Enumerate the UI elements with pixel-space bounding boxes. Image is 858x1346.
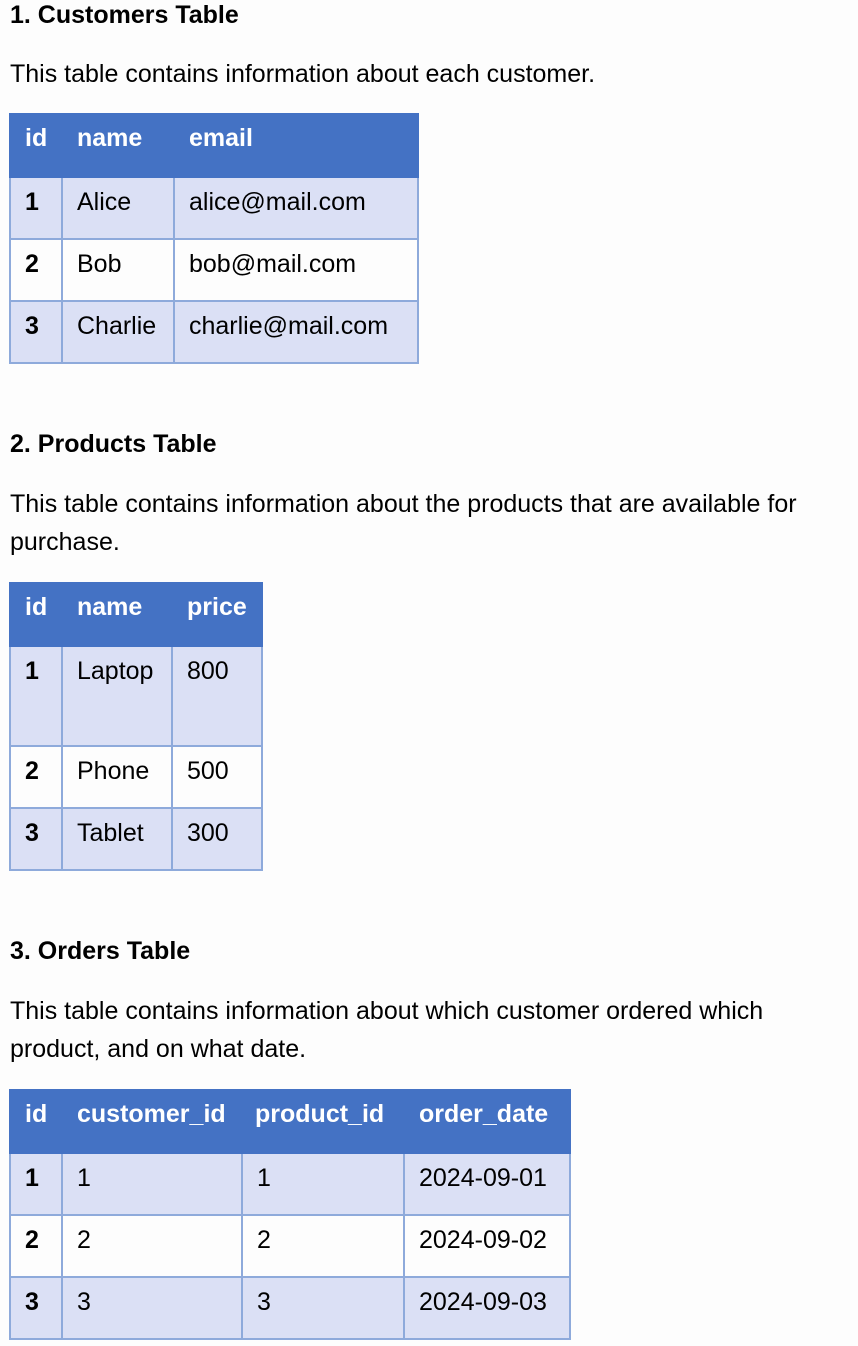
- table-row: [10, 808, 262, 870]
- column-header: product_id: [242, 1090, 404, 1153]
- column-header: id: [10, 583, 62, 646]
- table-cell: 2024-09-01: [404, 1153, 570, 1215]
- products-section-description-line2: purchase.: [10, 528, 120, 556]
- table-cell: 3: [10, 808, 62, 870]
- products-section-title: 2. Products Table: [10, 430, 217, 458]
- table-cell: Phone: [62, 746, 172, 808]
- table-cell: bob@mail.com: [174, 239, 418, 301]
- table-row: [10, 1277, 570, 1339]
- table-cell: Bob: [62, 239, 174, 301]
- column-header: price: [172, 583, 262, 646]
- table-cell: 2: [62, 1215, 242, 1277]
- table-cell: 1: [242, 1153, 404, 1215]
- table-cell: 3: [10, 301, 62, 363]
- table-cell: 2024-09-03: [404, 1277, 570, 1339]
- orders-section-title: 3. Orders Table: [10, 937, 191, 965]
- customers-section-title: 1. Customers Table: [10, 1, 239, 29]
- column-header: name: [62, 114, 174, 177]
- table-cell: alice@mail.com: [174, 177, 418, 239]
- table-cell: 3: [242, 1277, 404, 1339]
- customers-section-description: This table contains information about each customer.: [10, 60, 596, 88]
- table-cell: Charlie: [62, 301, 174, 363]
- table-row: [10, 177, 418, 239]
- table-cell: Alice: [62, 177, 174, 239]
- column-header: id: [10, 1090, 62, 1153]
- table-cell: 1: [10, 1153, 62, 1215]
- table-cell: 2: [242, 1215, 404, 1277]
- column-header: order_date: [404, 1090, 570, 1153]
- table-cell: 2: [10, 239, 62, 301]
- table-cell: 2: [10, 1215, 62, 1277]
- table-cell: 1: [10, 646, 62, 746]
- table-cell: 3: [10, 1277, 62, 1339]
- column-header: id: [10, 114, 62, 177]
- orders-table: [9, 1089, 571, 1340]
- table-cell: 2024-09-02: [404, 1215, 570, 1277]
- products-table: [9, 582, 263, 871]
- table-cell: 3: [62, 1277, 242, 1339]
- orders-section-description-line2: product, and on what date.: [10, 1035, 307, 1063]
- table-cell: 500: [172, 746, 262, 808]
- table-row: [10, 646, 262, 746]
- column-header: name: [62, 583, 172, 646]
- table-cell: 800: [172, 646, 262, 746]
- table-cell: 1: [62, 1153, 242, 1215]
- table-cell: charlie@mail.com: [174, 301, 418, 363]
- customers-table: [9, 113, 419, 364]
- table-row: [10, 301, 418, 363]
- orders-section-description-line1: This table contains information about which customer ordered which: [10, 997, 764, 1025]
- table-cell: 1: [10, 177, 62, 239]
- table-cell: 300: [172, 808, 262, 870]
- table-row: [10, 1153, 570, 1215]
- table-row: [10, 239, 418, 301]
- table-cell: 2: [10, 746, 62, 808]
- table-header-row: [10, 1090, 570, 1153]
- table-header-row: [10, 114, 418, 177]
- table-header-row: [10, 583, 262, 646]
- products-section-description-line1: This table contains information about the products that are available for: [10, 490, 797, 518]
- table-cell: Laptop: [62, 646, 172, 746]
- table-cell: Tablet: [62, 808, 172, 870]
- table-row: [10, 1215, 570, 1277]
- table-row: [10, 746, 262, 808]
- column-header: customer_id: [62, 1090, 242, 1153]
- column-header: email: [174, 114, 418, 177]
